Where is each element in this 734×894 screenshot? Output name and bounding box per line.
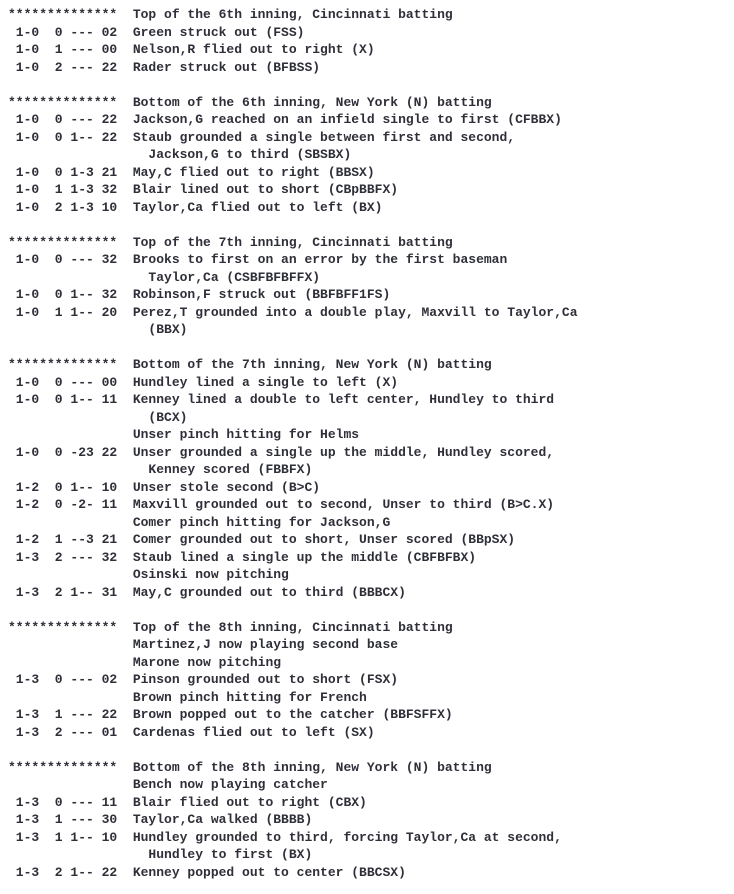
pbp-line-play: 1-0 0 1-3 21 May,C flied out to right (BBSX): [8, 164, 375, 180]
pbp-line-continuation: Jackson,G to third (SBSBX): [8, 147, 352, 162]
pbp-line-continuation: Taylor,Ca (CSBFBFBFFX): [8, 269, 321, 285]
pbp-line-play: 1-0 0 --- 02 Green struck out (FSS): [8, 24, 305, 40]
pbp-line-blank: [8, 601, 734, 619]
pbp-line-play: 1-0 0 1-- 32 Robinson,F struck out (BBFBFF1FS): [8, 287, 391, 302]
pbp-line-note: Martinez,J now playing second base: [8, 637, 399, 652]
pbp-line-note: Unser pinch hitting for Helms: [8, 427, 360, 442]
pbp-line-play: 1-3 2 1-- 31 May,C grounded out to third (BBBCX): [8, 584, 406, 600]
pbp-line-blank: [8, 216, 734, 234]
pbp-line-note: Osinski now pitching: [8, 567, 289, 582]
pbp-line-continuation: (BCX): [8, 409, 188, 425]
pbp-line-play: 1-3 0 --- 11 Blair flied out to right (CBX): [8, 794, 367, 810]
pbp-line-play: 1-0 1 1-3 32 Blair lined out to short (CBpBBFX): [8, 182, 399, 197]
pbp-line-note: Bench now playing catcher: [8, 777, 328, 792]
pbp-line-play: 1-0 1 1-- 20 Perez,T grounded into a double play, Maxvill to Taylor,Ca: [8, 304, 578, 320]
pbp-line-play: 1-0 0 1-- 11 Kenney lined a double to left center, Hundley to third: [8, 392, 555, 407]
pbp-line-play: 1-0 0 --- 00 Hundley lined a single to left (X): [8, 374, 399, 390]
pbp-line-play: 1-3 2 --- 32 Staub lined a single up the middle (CBFBFBX): [8, 549, 477, 565]
pbp-line-inning-header: ************** Top of the 6th inning, Cincinnati batting: [8, 7, 453, 22]
pbp-line-play: 1-3 2 1-- 22 Kenney popped out to center (BBCSX): [8, 864, 406, 880]
pbp-line-continuation: Hundley to first (BX): [8, 847, 313, 862]
pbp-line-blank: [8, 76, 734, 94]
pbp-line-play: 1-3 2 --- 01 Cardenas flied out to left (SX): [8, 724, 375, 740]
pbp-line-inning-header: ************** Bottom of the 7th inning, New York (N) batting: [8, 357, 492, 372]
pbp-line-inning-header: ************** Bottom of the 8th inning, New York (N) batting: [8, 759, 492, 775]
pbp-line-continuation: (BBX): [8, 322, 188, 337]
pbp-line-play: 1-3 1 --- 22 Brown popped out to the catcher (BBFSFFX): [8, 707, 453, 722]
pbp-line-blank: [8, 339, 734, 357]
pbp-line-play: 1-3 1 1-- 10 Hundley grounded to third, forcing Taylor,Ca at second,: [8, 829, 562, 845]
pbp-line-play: 1-0 2 1-3 10 Taylor,Ca flied out to left (BX): [8, 199, 383, 215]
pbp-line-play: 1-0 0 --- 22 Jackson,G reached on an infield single to first (CFBBX): [8, 112, 562, 127]
pbp-line-inning-header: ************** Bottom of the 6th inning, New York (N) batting: [8, 94, 492, 110]
pbp-line-play: 1-0 2 --- 22 Rader struck out (BFBSS): [8, 59, 321, 75]
pbp-line-inning-header: ************** Top of the 8th inning, Cincinnati batting: [8, 619, 453, 635]
pbp-line-note: Marone now pitching: [8, 654, 282, 670]
pbp-line-play: 1-2 0 -2- 11 Maxvill grounded out to second, Unser to third (B>C.X): [8, 497, 555, 512]
pbp-line-play: 1-0 0 1-- 22 Staub grounded a single between first and second,: [8, 129, 516, 145]
pbp-line-play: 1-0 0 --- 32 Brooks to first on an error by the first baseman: [8, 252, 508, 267]
pbp-line-blank: [8, 741, 734, 759]
pbp-line-continuation: Kenney scored (FBBFX): [8, 462, 313, 477]
pbp-line-play: 1-2 0 1-- 10 Unser stole second (B>C): [8, 479, 321, 495]
pbp-line-play: 1-3 1 --- 30 Taylor,Ca walked (BBBB): [8, 812, 313, 827]
pbp-line-play: 1-3 0 --- 02 Pinson grounded out to short (FSX): [8, 672, 399, 687]
pbp-line-play: 1-2 1 --3 21 Comer grounded out to short, Unser scored (BBpSX): [8, 532, 516, 547]
pbp-line-play: 1-0 0 -23 22 Unser grounded a single up the middle, Hundley scored,: [8, 444, 555, 460]
pbp-line-inning-header: ************** Top of the 7th inning, Cincinnati batting: [8, 234, 453, 250]
pbp-line-note: Brown pinch hitting for French: [8, 689, 367, 705]
pbp-line-play: 1-0 1 --- 00 Nelson,R flied out to right (X): [8, 42, 375, 57]
pbp-line-note: Comer pinch hitting for Jackson,G: [8, 514, 391, 530]
